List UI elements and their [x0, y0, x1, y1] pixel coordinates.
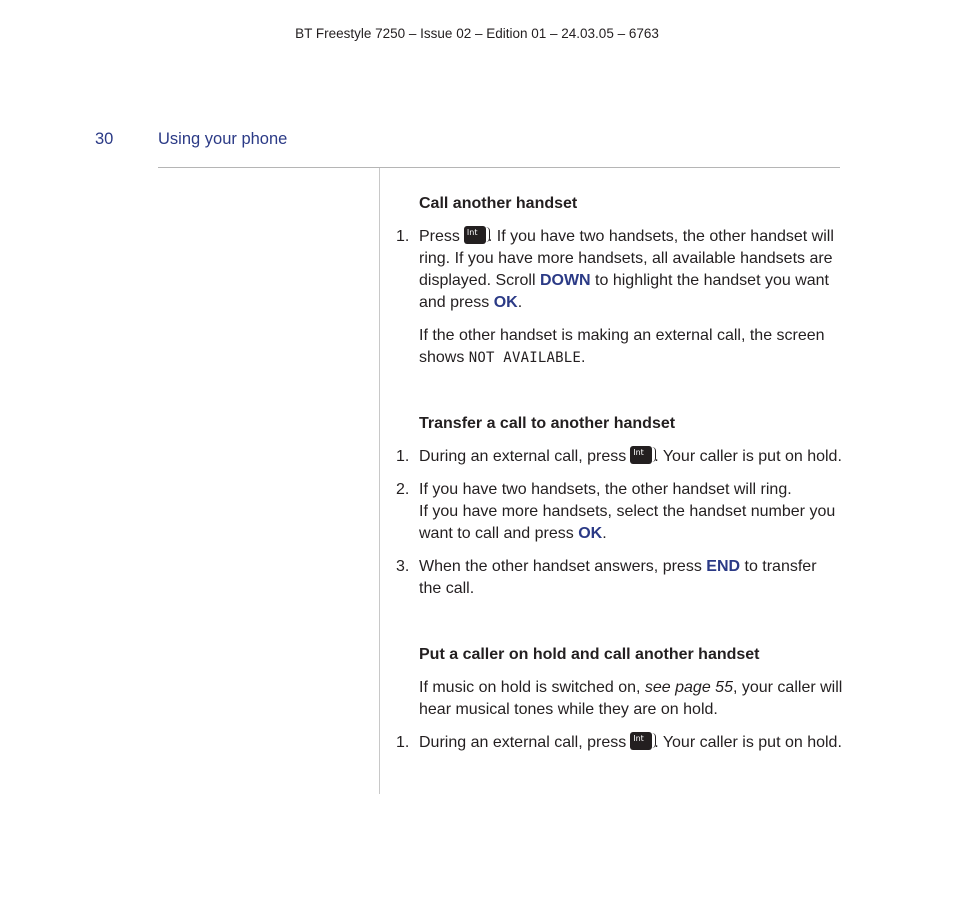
heading-hold-and-call: Put a caller on hold and call another handset — [419, 646, 760, 663]
int-key-icon: Int — [464, 226, 486, 244]
list-item: 2. If you have two handsets, the other handset will ring. If you have more handsets, select the handset number you want to call and press OK. — [396, 481, 836, 542]
step-number: 2. — [396, 481, 410, 498]
transfer-steps — [396, 446, 843, 600]
document-header: BT Freestyle 7250 – Issue 02 – Edition 01 – 24.03.05 – 6763 — [295, 26, 659, 41]
main-content — [396, 193, 843, 765]
lcd-text: NOT AVAILABLE — [468, 350, 581, 366]
key-ok: OK — [578, 525, 603, 542]
hold-steps — [396, 732, 843, 754]
step-number: 3. — [396, 558, 410, 575]
int-key-icon: Int — [630, 446, 652, 464]
step-number: 1. — [396, 734, 410, 751]
heading-call-another-handset: Call another handset — [419, 195, 578, 212]
section-gap — [419, 611, 843, 644]
note-music-on-hold: If music on hold is switched on, see page 55, your caller will hear musical tones while they are on hold. — [419, 679, 843, 718]
call-another-steps — [396, 226, 843, 314]
key-down: DOWN — [539, 272, 591, 289]
int-key-icon: Int — [630, 732, 652, 750]
page-number: 30 — [95, 130, 114, 148]
key-end: END — [706, 558, 741, 575]
header-divider — [158, 167, 840, 168]
step-number: 1. — [396, 448, 410, 465]
list-item: 1. Press Int . If you have two handsets, the other handset will ring. If you have more handsets, all available handsets are displayed. Scroll DOWN to highlight the handset you want and press OK. — [396, 228, 834, 311]
list-item: 1. During an external call, press Int . Your caller is put on hold. — [419, 732, 843, 754]
section-gap — [419, 380, 843, 413]
list-item: 1. During an external call, press Int . Your caller is put on hold. — [419, 446, 843, 468]
section-title: Using your phone — [158, 130, 288, 148]
step-number: 1. — [396, 228, 410, 245]
page-reference: see page 55 — [644, 679, 733, 696]
note-not-available: If the other handset is making an external call, the screen shows NOT AVAILABLE. — [419, 327, 825, 366]
column-divider — [379, 168, 380, 794]
heading-transfer-call: Transfer a call to another handset — [419, 415, 676, 432]
list-item: 3. When the other handset answers, press END to transfer the call. — [396, 558, 817, 597]
key-ok: OK — [493, 294, 518, 311]
